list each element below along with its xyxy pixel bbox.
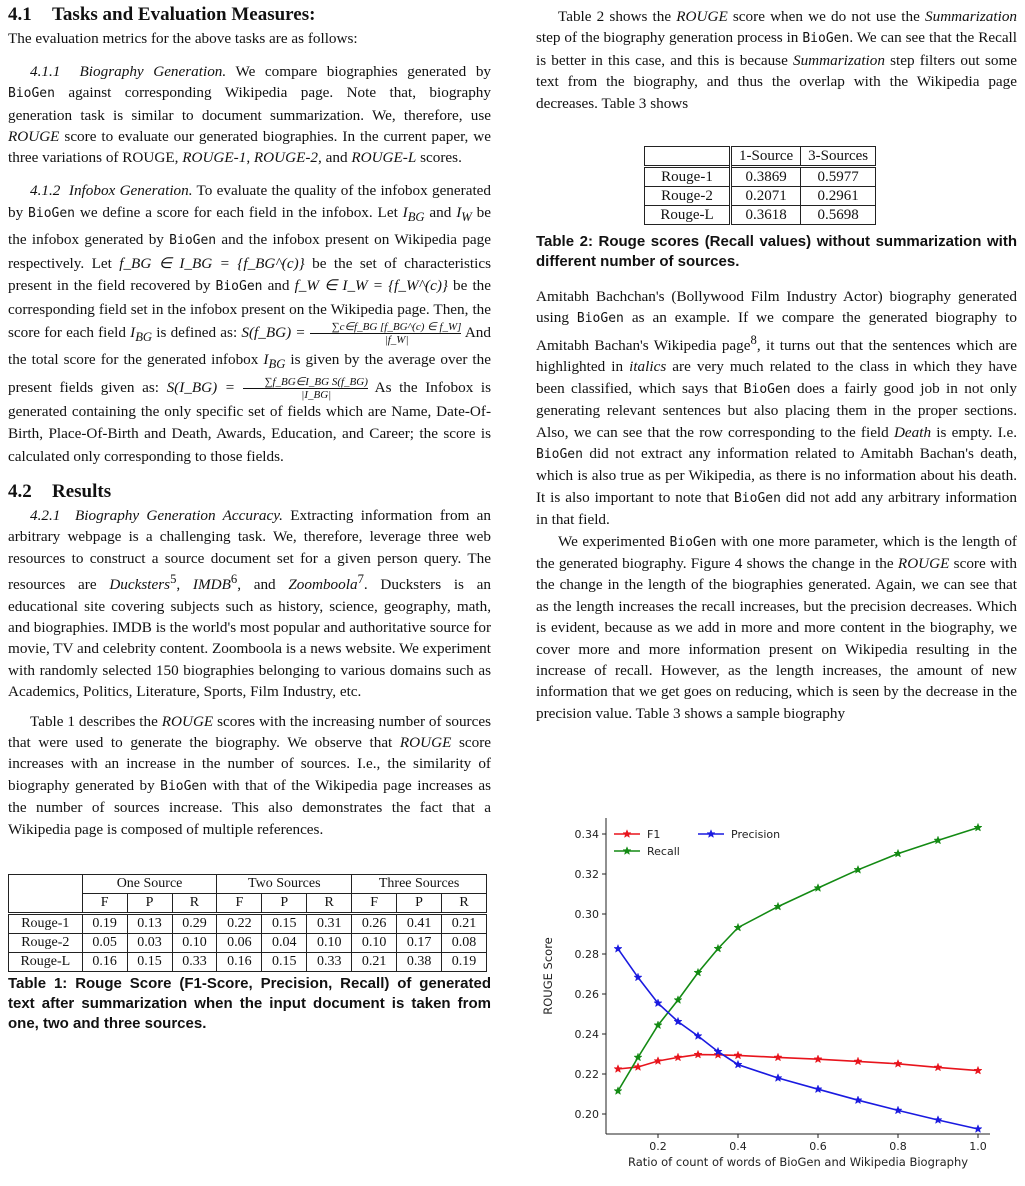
- text: . Ducksters is an educational site covering subjects such as history, science, geography, math, and biographies. IMDB is the world's most popular and authoritative source for movie, TV and celebrity content. Zoomboola is a news website. We experiment with randomly selected 150 biographies belonging to various domains such as Academics, Politics, Literature, Sports, Film Industry, etc.: [8, 576, 492, 701]
- table-1-group: One Source: [82, 875, 217, 894]
- table-1-subcol: P: [262, 894, 307, 914]
- y-tick-label: 0.22: [574, 1068, 599, 1081]
- death-term: Death: [893, 423, 932, 441]
- y-tick-label: 0.20: [574, 1108, 599, 1121]
- data-point-precision: [614, 945, 622, 953]
- text: We experimented: [558, 532, 670, 550]
- left-column: [8, 0, 491, 1034]
- text: score when we do not use the: [727, 8, 926, 25]
- text: Amitabh Bachchan's (Bollywood Film Industry Actor) biography generated using: [536, 288, 1017, 327]
- rouge-term: ROUGE: [897, 554, 950, 572]
- section-title: Results: [52, 481, 112, 503]
- data-point-f1: [674, 1053, 682, 1061]
- text: we define a score for each field in the infobox. Let: [75, 204, 403, 222]
- italics-term: italics: [629, 358, 667, 376]
- biogen-name: BioGen: [802, 31, 850, 47]
- table-cell: 0.3869: [731, 167, 801, 187]
- table-row: [9, 914, 487, 934]
- x-tick-label: 1.0: [969, 1140, 987, 1153]
- legend-marker: [707, 830, 715, 838]
- math-fbg-definition: f_BG ∈ I_BG = {f_BG^(c)}: [119, 254, 305, 272]
- table-2-header: [645, 147, 876, 167]
- table-cell: 0.31: [307, 914, 352, 934]
- row-label: Rouge-1: [645, 167, 731, 187]
- text: with one more parameter, which is the length of the generated biography. Figure 4 shows the change in the: [536, 532, 1017, 572]
- text: did not extract any information related to Amitabh Bachan's death, which is also true as per Wikipedia, as there is no information about his death. It is also important to note that: [536, 444, 1017, 506]
- length-discussion: [536, 531, 1017, 725]
- data-point-f1: [694, 1050, 702, 1058]
- table1-discussion: [8, 711, 491, 840]
- text: And the total score for the generated infobox: [8, 324, 491, 369]
- table-cell: 0.29: [172, 914, 217, 934]
- data-point-precision: [854, 1096, 862, 1104]
- legend-item-f1: [614, 828, 660, 841]
- data-point-recall: [894, 849, 902, 857]
- table-cell: 0.15: [262, 953, 307, 972]
- x-tick-label: 0.8: [889, 1140, 907, 1153]
- data-point-f1: [634, 1063, 642, 1071]
- amitabh-discussion: [536, 286, 1017, 531]
- table-cell: 0.13: [127, 914, 172, 934]
- table-cell: 0.10: [307, 934, 352, 953]
- chart-legend: [614, 828, 780, 858]
- section-title: Tasks and Evaluation Measures:: [52, 4, 316, 25]
- text: score increases with an increase in the number of sources. I.e., the similarity of biography generated by: [8, 733, 492, 794]
- table-1-group-header: [9, 875, 487, 894]
- table-1-corner: [9, 875, 83, 894]
- math-field-score: S(f_BG) = $\frac{\sum c\in f\_BG [f\_BG\^{}(c) \in f\_W]}{|f\_W|}$: [241, 321, 462, 347]
- table-cell: 0.15: [262, 914, 307, 934]
- text: scores with the increasing number of sources that were used to generate the biography. We observe that: [8, 712, 491, 751]
- table-cell: 0.38: [397, 953, 442, 972]
- rouge-l-term: ROUGE-L: [351, 149, 417, 167]
- x-axis-label: Ratio of count of words of BioGen and Wikipedia Biography: [627, 1155, 969, 1169]
- data-point-f1: [814, 1055, 822, 1063]
- text: ,: [246, 149, 254, 167]
- biogen-name: BioGen: [169, 233, 217, 249]
- table-row: [9, 934, 487, 953]
- text: Table 1 describes the: [30, 712, 162, 730]
- data-point-recall: [814, 884, 822, 892]
- table-cell: 0.08: [442, 934, 487, 953]
- table-cell: 0.16: [217, 953, 262, 972]
- series-line-precision: [618, 949, 978, 1129]
- biogen-name: BioGen: [215, 279, 263, 295]
- table-cell: 0.26: [352, 914, 397, 934]
- text: did not add any arbitrary information in that field.: [536, 488, 1017, 529]
- biogen-name: BioGen: [8, 86, 55, 102]
- table-cell: 0.21: [442, 914, 487, 934]
- table-cell: 0.19: [82, 914, 127, 934]
- biogen-name: BioGen: [733, 490, 781, 506]
- data-point-precision: [814, 1085, 822, 1093]
- y-tick-label: 0.34: [574, 828, 599, 841]
- text: and the infobox present on Wikipedia page respectively. Let: [8, 231, 491, 272]
- biogen-name: BioGen: [160, 778, 208, 794]
- data-point-precision: [734, 1060, 742, 1068]
- text: is empty. I.e.: [931, 423, 1018, 441]
- y-tick-label: 0.28: [574, 948, 599, 961]
- right-column: [536, 0, 1017, 724]
- x-tick-label: 0.6: [809, 1140, 827, 1153]
- section-4-1-heading: [8, 4, 491, 25]
- series-f1: [614, 1050, 982, 1074]
- text: are very much related to the class in which they have been classified, which says that: [536, 358, 1018, 397]
- math-total-score: S(I_BG) = $\frac{\text{∑f\_BG∈I\_BG S(f\_BG)}}{|I\_BG|}$: [166, 375, 368, 401]
- table-1: [8, 874, 487, 972]
- text: and: [262, 277, 295, 295]
- data-point-f1: [974, 1066, 982, 1074]
- data-point-f1: [894, 1060, 902, 1068]
- chart-series: [614, 823, 982, 1132]
- table-cell: 0.22: [217, 914, 262, 934]
- text: and: [321, 149, 352, 167]
- summarization-term: Summarization: [925, 8, 1018, 25]
- section-intro: The evaluation metrics for the above tasks are as follows:: [8, 30, 358, 48]
- biogen-name: BioGen: [576, 311, 624, 327]
- table-2-corner: [645, 147, 731, 167]
- ducksters-term: Ducksters: [109, 576, 171, 594]
- table-1-subcol: F: [352, 894, 397, 914]
- subsection-title: Biography Generation Accuracy.: [75, 506, 283, 524]
- data-point-f1: [934, 1063, 942, 1071]
- footnote-5: 5: [170, 572, 177, 587]
- table-cell: 0.16: [82, 953, 127, 972]
- math-ibg: $I_{BG}$: [402, 204, 425, 225]
- data-point-recall: [614, 1087, 622, 1095]
- table-1-subcol: R: [172, 894, 217, 914]
- subsection-number: 4.2.1: [30, 506, 61, 524]
- data-point-recall: [934, 836, 942, 844]
- subsection-number: 4.1.2: [30, 181, 61, 199]
- text: , it turns out that the sentences which are highlighted in: [536, 336, 1017, 376]
- table-2-col: 3-Sources: [801, 147, 876, 167]
- math-ibg: $I_{BG}$: [130, 324, 153, 345]
- table-1-sub-header: [9, 894, 487, 914]
- footnote-8: 8: [750, 332, 757, 347]
- table-cell: 0.06: [217, 934, 262, 953]
- subsection-4-2-1: 4.2.1 Biography Generation Accuracy. Extracting information from an arbitrary webpage is a challenging task. We, therefore, leverage three web resources to construct a source document set for a given person query. The resources are Ducksters$^5$, IMDB$^6$, and Zoomboola$^7$. Ducksters is an educational site covering subjects such as history, science, geography, math, and biographies. IMDB is the world's most popular and authoritative source for movie, TV and celebrity content. Zoomboola is a news website. We experiment with randomly selected 150 biographies belonging to various domains such as Academics, Politics, Literature, Sports, Film Industry, etc.: [8, 506, 492, 701]
- series-recall: [614, 823, 982, 1094]
- data-point-precision: [974, 1125, 982, 1133]
- x-tick-label: 0.2: [649, 1140, 667, 1153]
- text: scores.: [416, 149, 462, 167]
- text: Table 2 shows the: [558, 8, 677, 25]
- row-label: Rouge-L: [645, 206, 731, 225]
- text: . We can see that the Recall is better in this case, and this is because: [536, 29, 1017, 69]
- table-cell: 0.5698: [801, 206, 876, 225]
- subsection-number: 4.1.1: [30, 62, 61, 80]
- table-2-caption: Table 2: Rouge scores (Recall values) without summarization with different number of sources.: [536, 233, 1017, 271]
- rouge-term: ROUGE: [399, 733, 452, 751]
- rouge-vs-length-chart: [528, 812, 1008, 1172]
- table-cell: 0.10: [352, 934, 397, 953]
- legend-label: Recall: [647, 845, 680, 858]
- table-row: [645, 206, 876, 225]
- text: As the Infobox is generated containing the only specific set of fields which are Name, Date-Of-Birth, Place-Of-Birth and Death, Awards, Education, and Career; the score is calculated only corresponding to those fields.: [8, 378, 492, 465]
- data-point-recall: [854, 866, 862, 874]
- table-cell: 0.33: [307, 953, 352, 972]
- data-point-f1: [774, 1053, 782, 1061]
- table-cell: 0.33: [172, 953, 217, 972]
- x-tick-label: 0.4: [729, 1140, 747, 1153]
- biogen-name: BioGen: [743, 381, 791, 397]
- biogen-name: BioGen: [28, 206, 76, 222]
- summarization-term: Summarization: [792, 51, 885, 69]
- y-tick-label: 0.32: [574, 868, 599, 881]
- rouge-1-term: ROUGE-1: [182, 149, 247, 167]
- subsection-title: Biography Generation.: [79, 62, 227, 80]
- rouge-term: ROUGE: [8, 128, 60, 146]
- section-number: 4.1: [8, 4, 32, 25]
- table-cell: 0.2071: [731, 187, 801, 206]
- table-cell: 0.10: [172, 934, 217, 953]
- biogen-name: BioGen: [669, 534, 717, 550]
- text: score to evaluate our generated biographies. In the current paper, we three variations of ROUGE,: [8, 128, 491, 167]
- table-1-caption: Table 1: Rouge Score (F1-Score, Precision, Recall) of generated text after summarization when the input document is taken from one, two and three sources.: [8, 975, 491, 1033]
- table-cell: 0.05: [82, 934, 127, 953]
- rouge-2-term: ROUGE-2,: [253, 149, 322, 167]
- text: is defined as:: [152, 324, 242, 342]
- zoomboola-term: Zoomboola: [288, 576, 358, 594]
- table-cell: 0.41: [397, 914, 442, 934]
- legend-marker: [623, 830, 631, 838]
- chart-axes: [575, 818, 991, 1153]
- table-cell: 0.04: [262, 934, 307, 953]
- data-point-f1: [654, 1057, 662, 1065]
- text: step filters out some text from the biography, and thus the overlap with the Wikipedia page decreases. Table 3 shows: [536, 51, 1018, 112]
- text: and: [424, 204, 457, 222]
- table-1-subcol: R: [442, 894, 487, 914]
- y-axis-label: ROUGE Score: [541, 937, 555, 1015]
- table-cell: 0.21: [352, 953, 397, 972]
- math-iw: $I_W$: [456, 204, 472, 225]
- subsection-4-1-2: [8, 180, 491, 469]
- text: We compare biographies generated by: [226, 62, 492, 80]
- legend-label: F1: [647, 828, 661, 841]
- text: be the infobox generated by: [8, 204, 491, 249]
- row-label: Rouge-L: [9, 953, 83, 972]
- footnote-7: 7: [357, 572, 364, 587]
- imdb-term: IMDB: [192, 576, 231, 594]
- table-row: [645, 167, 876, 187]
- text: with that of the Wikipedia page increases as the number of sources increase. This also demonstrates the fact that a Wikipedia page is composed of multiple references.: [8, 776, 491, 838]
- series-line-f1: [618, 1055, 978, 1071]
- section-number: 4.2: [8, 481, 32, 503]
- text: against corresponding Wikipedia page. Note that, biography generation task is similar to document summarization. We, therefore, use: [8, 84, 491, 124]
- text: does a fairly good job in not only generating relevant sentences but also placing them in the proper sections. Also, we can see that the row corresponding to the field: [536, 379, 1017, 441]
- subsection-title: Infobox Generation.: [68, 181, 193, 199]
- table-1-subcol: F: [217, 894, 262, 914]
- text: score with the change in the length of the biographies generated. Again, we can see that as the length increases the recall increases, but the precision decreases. Which is evident, because as we add in more and more content in the biography, we cover more and more information present on Wikipedia resulting in the increase of recall. However, as the length increases, the amount of new information that we get goes on reducing, which is seen by the decrease in the precision value. Table 3 shows a sample biography: [536, 554, 1017, 722]
- table-1-subcol: P: [127, 894, 172, 914]
- data-point-precision: [894, 1106, 902, 1114]
- rouge-term: ROUGE: [676, 8, 728, 25]
- table-cell: 0.03: [127, 934, 172, 953]
- data-point-precision: [774, 1074, 782, 1082]
- table-2-col: 1-Source: [731, 147, 801, 167]
- legend-item-recall: [614, 845, 680, 858]
- row-label: Rouge-2: [9, 934, 83, 953]
- table-cell: 0.17: [397, 934, 442, 953]
- math-fw-definition: f_W ∈ I_W = {f_W^(c)}: [294, 277, 448, 295]
- text: is given by the average over the present fields given as:: [8, 351, 491, 396]
- legend-item-precision: [698, 828, 780, 841]
- table-cell: 0.19: [442, 953, 487, 972]
- biogen-name: BioGen: [536, 446, 583, 462]
- legend-label: Precision: [731, 828, 781, 841]
- data-point-f1: [734, 1051, 742, 1059]
- row-label: Rouge-1: [9, 914, 83, 934]
- math-ibg: $I_{BG}$: [263, 351, 286, 372]
- table-cell: 0.3618: [731, 206, 801, 225]
- table-row: [645, 187, 876, 206]
- y-tick-label: 0.30: [574, 908, 599, 921]
- table-2: [644, 146, 876, 225]
- section-4-2-heading: [8, 481, 491, 502]
- table-cell: 0.15: [127, 953, 172, 972]
- table2-discussion: [536, 6, 1017, 114]
- text: as an example. If we compare the generated biography to Amitabh Bachan's Wikipedia page: [536, 309, 1017, 354]
- table-1-group: Two Sources: [217, 875, 352, 894]
- table-1-corner: [9, 894, 83, 914]
- text: To evaluate the quality of the infobox generated by: [8, 181, 491, 222]
- series-precision: [614, 945, 982, 1133]
- table-1-subcol: P: [397, 894, 442, 914]
- table-1-subcol: R: [307, 894, 352, 914]
- y-tick-label: 0.24: [574, 1028, 599, 1041]
- table-cell: 0.5977: [801, 167, 876, 187]
- table-row: [9, 953, 487, 972]
- y-tick-label: 0.26: [574, 988, 599, 1001]
- table-1-subcol: F: [82, 894, 127, 914]
- table-cell: 0.2961: [801, 187, 876, 206]
- table-1-group: Three Sources: [352, 875, 487, 894]
- text: be the corresponding field set in the infobox present on the Wikipedia page. Then, the score for each field: [8, 277, 492, 342]
- legend-marker: [623, 847, 631, 855]
- row-label: Rouge-2: [645, 187, 731, 206]
- data-point-recall: [974, 823, 982, 831]
- text: step of the biography generation process in: [536, 29, 803, 47]
- data-point-precision: [934, 1116, 942, 1124]
- series-line-recall: [618, 828, 978, 1091]
- subsection-4-1-1: [8, 61, 491, 169]
- data-point-f1: [854, 1057, 862, 1065]
- rouge-term: ROUGE: [161, 712, 214, 730]
- data-point-f1: [614, 1065, 622, 1073]
- footnote-6: 6: [230, 572, 238, 587]
- text: be the set of characteristics present in the field recovered by: [8, 254, 492, 295]
- text: Extracting information from an arbitrary webpage is a challenging task. We, therefore, leverage three web resources to construct a source document set for a given person query. The resources are: [8, 506, 491, 594]
